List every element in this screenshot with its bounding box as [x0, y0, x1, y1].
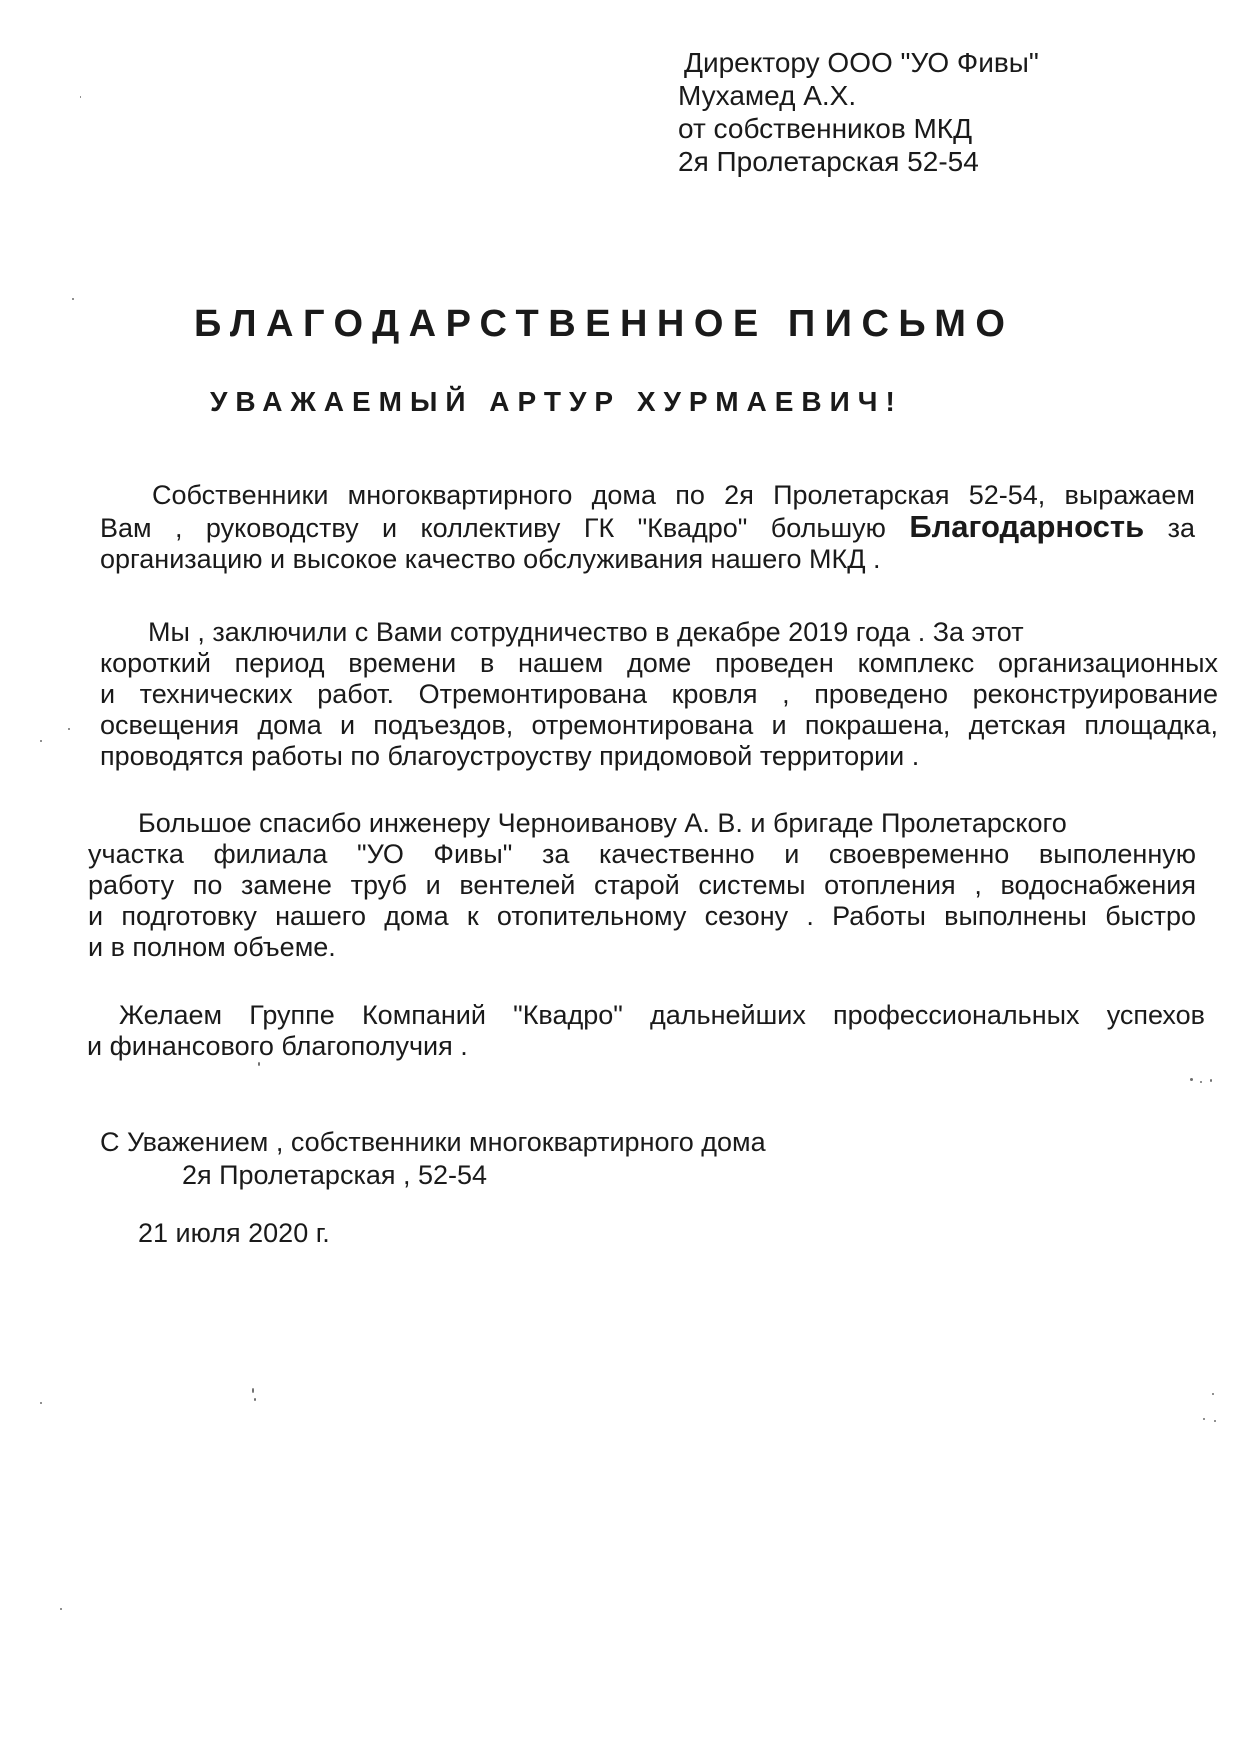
- paragraph-line: и подготовку нашего дома к отопительному сезону . Работы выполнены быстро: [88, 901, 1196, 931]
- scan-speck: [40, 1402, 42, 1404]
- scan-speck: [1190, 1078, 1193, 1081]
- scan-speck: [72, 298, 74, 300]
- addressee-block: [678, 46, 1039, 178]
- paragraph-line: Желаем Группе Компаний "Квадро" дальнейших профессиональных успехов: [119, 1000, 1205, 1030]
- paragraph-line: освещения дома и подъездов, отремонтирована и покрашена, детская площадка,: [100, 710, 1218, 740]
- addressee-position: Директору ООО "УО Фивы": [684, 47, 1039, 78]
- scan-speck: [60, 1608, 62, 1610]
- closing-address: 2я Пролетарская , 52-54: [182, 1160, 488, 1190]
- scan-speck: [1214, 1420, 1216, 1422]
- paragraph-line: работу по замене труб и вентелей старой системы отопления , водоснабжения: [88, 870, 1196, 900]
- scan-speck: [1212, 1393, 1214, 1395]
- closing-line: С Уважением , собственники многоквартирного дома: [100, 1127, 766, 1157]
- paragraph-thanks-engineer: [88, 808, 1196, 963]
- addressee-from: от собственников МКД: [678, 113, 973, 144]
- line-text: за: [1167, 513, 1195, 543]
- paragraph-line: Мы , заключили с Вами сотрудничество в декабре 2019 года . За этот: [148, 617, 1024, 647]
- paragraph-line: участка филиала "УО Фивы" за качественно и своевременно выполенную: [88, 839, 1196, 869]
- scan-speck: [80, 96, 81, 98]
- line-text: Вам , руководству и коллективу ГК "Квадро" большую: [100, 513, 886, 543]
- paragraph-line: организацию и высокое качество обслуживания нашего МКД .: [100, 544, 881, 574]
- scan-speck: [1210, 1079, 1212, 1082]
- paragraph-line: Собственники многоквартирного дома по 2я Пролетарская 52-54, выражаем: [152, 480, 1195, 510]
- scan-speck: [1203, 1418, 1205, 1420]
- paragraph-line: проводятся работы по благоустроуству придомовой территории .: [100, 741, 920, 771]
- paragraph-line: [100, 511, 1195, 544]
- scan-speck: [1200, 1081, 1202, 1083]
- scan-speck: [40, 740, 42, 742]
- gratitude-bold-word: Благодарность: [909, 509, 1145, 544]
- paragraph-line: и в полном объеме.: [88, 932, 336, 962]
- paragraph-wishes: [87, 1000, 1205, 1062]
- letter-date: 21 июля 2020 г.: [138, 1218, 330, 1248]
- addressee-address: 2я Пролетарская 52-54: [678, 146, 979, 177]
- scan-speck: [252, 1388, 254, 1393]
- scan-speck: [68, 728, 70, 730]
- letter-title: БЛАГОДАРСТВЕННОЕ ПИСЬМО: [194, 303, 1015, 345]
- scan-speck: [254, 1398, 256, 1401]
- closing-block: [100, 1126, 766, 1192]
- paragraph-line: и финансового благополучия .: [87, 1031, 468, 1061]
- scan-speck: [258, 1062, 260, 1066]
- paragraph-gratitude: [100, 480, 1195, 575]
- paragraph-cooperation: [100, 617, 1218, 772]
- salutation: УВАЖАЕМЫЙ АРТУР ХУРМАЕВИЧ!: [210, 386, 903, 417]
- paragraph-line: и технических работ. Отремонтирована кровля , проведено реконструирование: [100, 679, 1218, 709]
- paragraph-line: короткий период времени в нашем доме проведен комплекс организационных: [100, 648, 1218, 678]
- paragraph-line: Большое спасибо инженеру Черноиванову А. В. и бригаде Пролетарского: [138, 808, 1067, 838]
- addressee-name: Мухамед А.Х.: [678, 80, 857, 111]
